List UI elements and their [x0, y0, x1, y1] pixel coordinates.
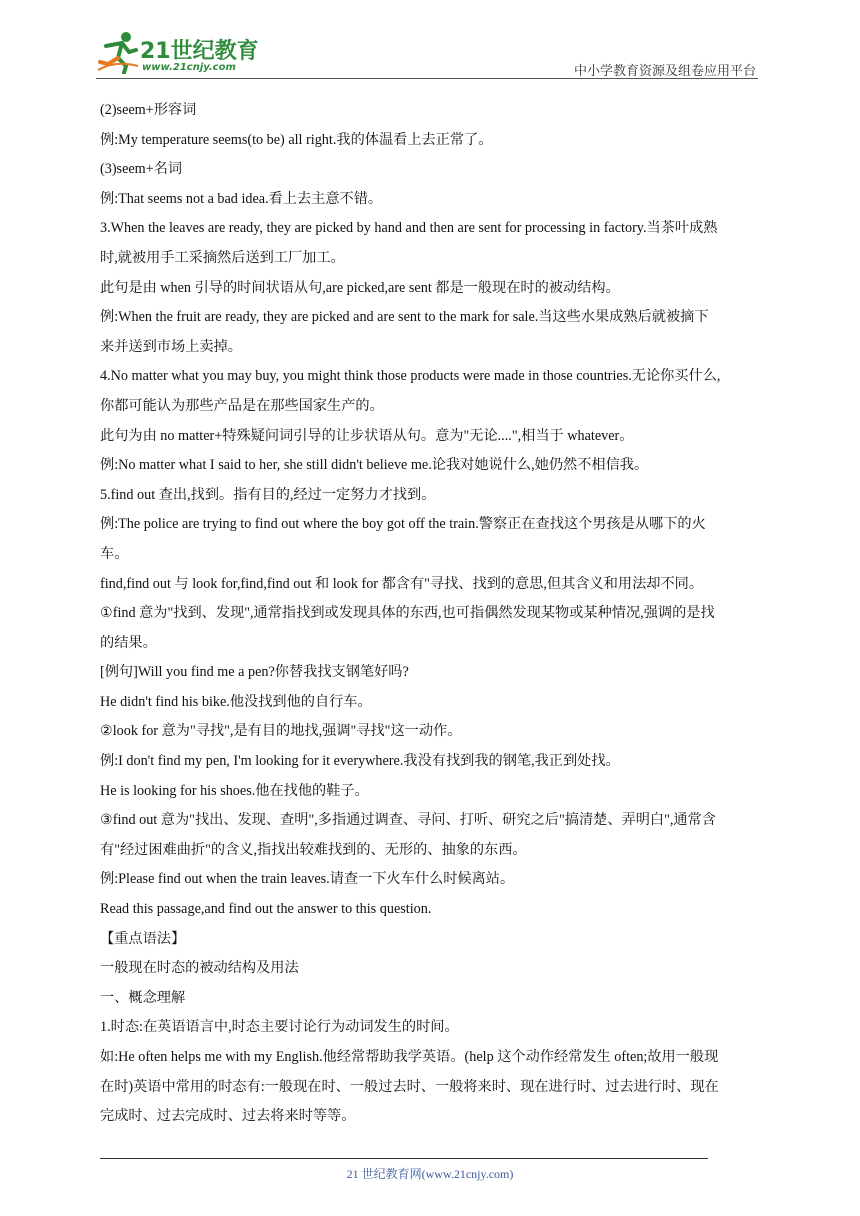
text-line: 车。 — [100, 545, 129, 562]
text-line: 5.find out 查出,找到。指有目的,经过一定努力才找到。 — [100, 486, 436, 503]
text-line: Read this passage,and find out the answer to this question. — [100, 901, 432, 918]
footer-divider — [100, 1158, 708, 1159]
text-line: 此句是由 when 引导的时间状语从句,are picked,are sent 都是一般现在时的被动结构。 — [100, 279, 620, 296]
logo-text: 21世纪教育 — [140, 39, 259, 64]
text-line: He is looking for his shoes.他在找他的鞋子。 — [100, 782, 369, 799]
text-line: 1.时态:在英语语言中,时态主要讨论行为动词发生的时间。 — [100, 1019, 459, 1036]
text-line: 例:That seems not a bad idea.看上去主意不错。 — [100, 190, 383, 207]
text-line: 例:I don't find my pen, I'm looking for it everywhere.我没有找到我的钢笔,我正到处找。 — [100, 753, 620, 770]
text-line: 的结果。 — [100, 634, 157, 651]
text-line: [例句]Will you find me a pen?你替我找支钢笔好吗? — [100, 664, 409, 681]
text-line: 此句为由 no matter+特殊疑问词引导的让步状语从句。意为"无论....",相当于 whatever。 — [100, 427, 634, 444]
text-line: 完成时、过去完成时、过去将来时等等。 — [100, 1108, 356, 1125]
text-line: 来并送到市场上卖掉。 — [100, 338, 242, 355]
platform-title: 中小学教育资源及组卷应用平台 — [573, 64, 756, 79]
text-line: 一般现在时态的被动结构及用法 — [100, 960, 299, 977]
page-header — [0, 0, 860, 80]
logo-url: www.21cnjy.com — [142, 62, 236, 73]
footer-link[interactable]: 21 世纪教育网(www.21cnjy.com) — [346, 1167, 514, 1181]
text-line: 时,就被用手工采摘然后送到工厂加工。 — [100, 249, 345, 266]
text-line: (3)seem+名词 — [100, 161, 183, 178]
text-line: ①find 意为"找到、发现",通常指找到或发现具体的东西,也可指偶然发现某物或某种情况,强调的是找 — [100, 605, 715, 622]
text-line: ②look for 意为"寻找",是有目的地找,强调"寻找"这一动作。 — [100, 723, 462, 740]
header-divider — [96, 78, 758, 79]
text-line: 例:When the fruit are ready, they are picked and are sent to the mark for sale.当这些水果成熟后就被摘下 — [100, 309, 709, 326]
text-line: 你都可能认为那些产品是在那些国家生产的。 — [100, 397, 384, 414]
site-logo[interactable] — [96, 30, 259, 78]
text-line: 在时)英语中常用的时态有:一般现在时、一般过去时、一般将来时、现在进行时、过去进行时、现在 — [100, 1078, 719, 1095]
text-line: 例:The police are trying to find out where the boy got off the train.警察正在查找这个男孩是从哪下的火 — [100, 516, 706, 533]
text-line: (2)seem+形容词 — [100, 102, 197, 118]
text-line: 一、概念理解 — [100, 989, 186, 1006]
text-line: ③find out 意为"找出、发现、查明",多指通过调查、寻问、打听、研究之后"搞清楚、弄明白",通常含 — [100, 812, 716, 829]
text-line: 如:He often helps me with my English.他经常帮助我学英语。(help 这个动作经常发生 often;故用一般现 — [100, 1049, 719, 1065]
text-line: 例:No matter what I said to her, she still didn't believe me.论我对她说什么,她仍然不相信我。 — [100, 457, 649, 474]
runner-logo-icon — [96, 30, 140, 74]
text-line: 4.No matter what you may buy, you might think those products were made in those countries.无论你买什么, — [100, 368, 721, 385]
text-line: 例:Please find out when the train leaves.请查一下火车什么时候离站。 — [100, 871, 515, 888]
text-line: 例:My temperature seems(to be) all right.我的体温看上去正常了。 — [100, 131, 493, 148]
text-line: find,find out 与 look for,find,find out 和 look for 都含有"寻找、找到的意思,但其含义和用法却不同。 — [100, 575, 704, 592]
text-line: 有"经过困难曲折"的含义,指找出较难找到的、无形的、抽象的东西。 — [100, 841, 527, 858]
text-line: He didn't find his bike.他没找到他的自行车。 — [100, 693, 372, 710]
text-line: 3.When the leaves are ready, they are picked by hand and then are sent for processing in factory.当茶叶成熟 — [100, 220, 718, 237]
document-body — [100, 96, 765, 1132]
section-heading: 【重点语法】 — [100, 930, 186, 947]
